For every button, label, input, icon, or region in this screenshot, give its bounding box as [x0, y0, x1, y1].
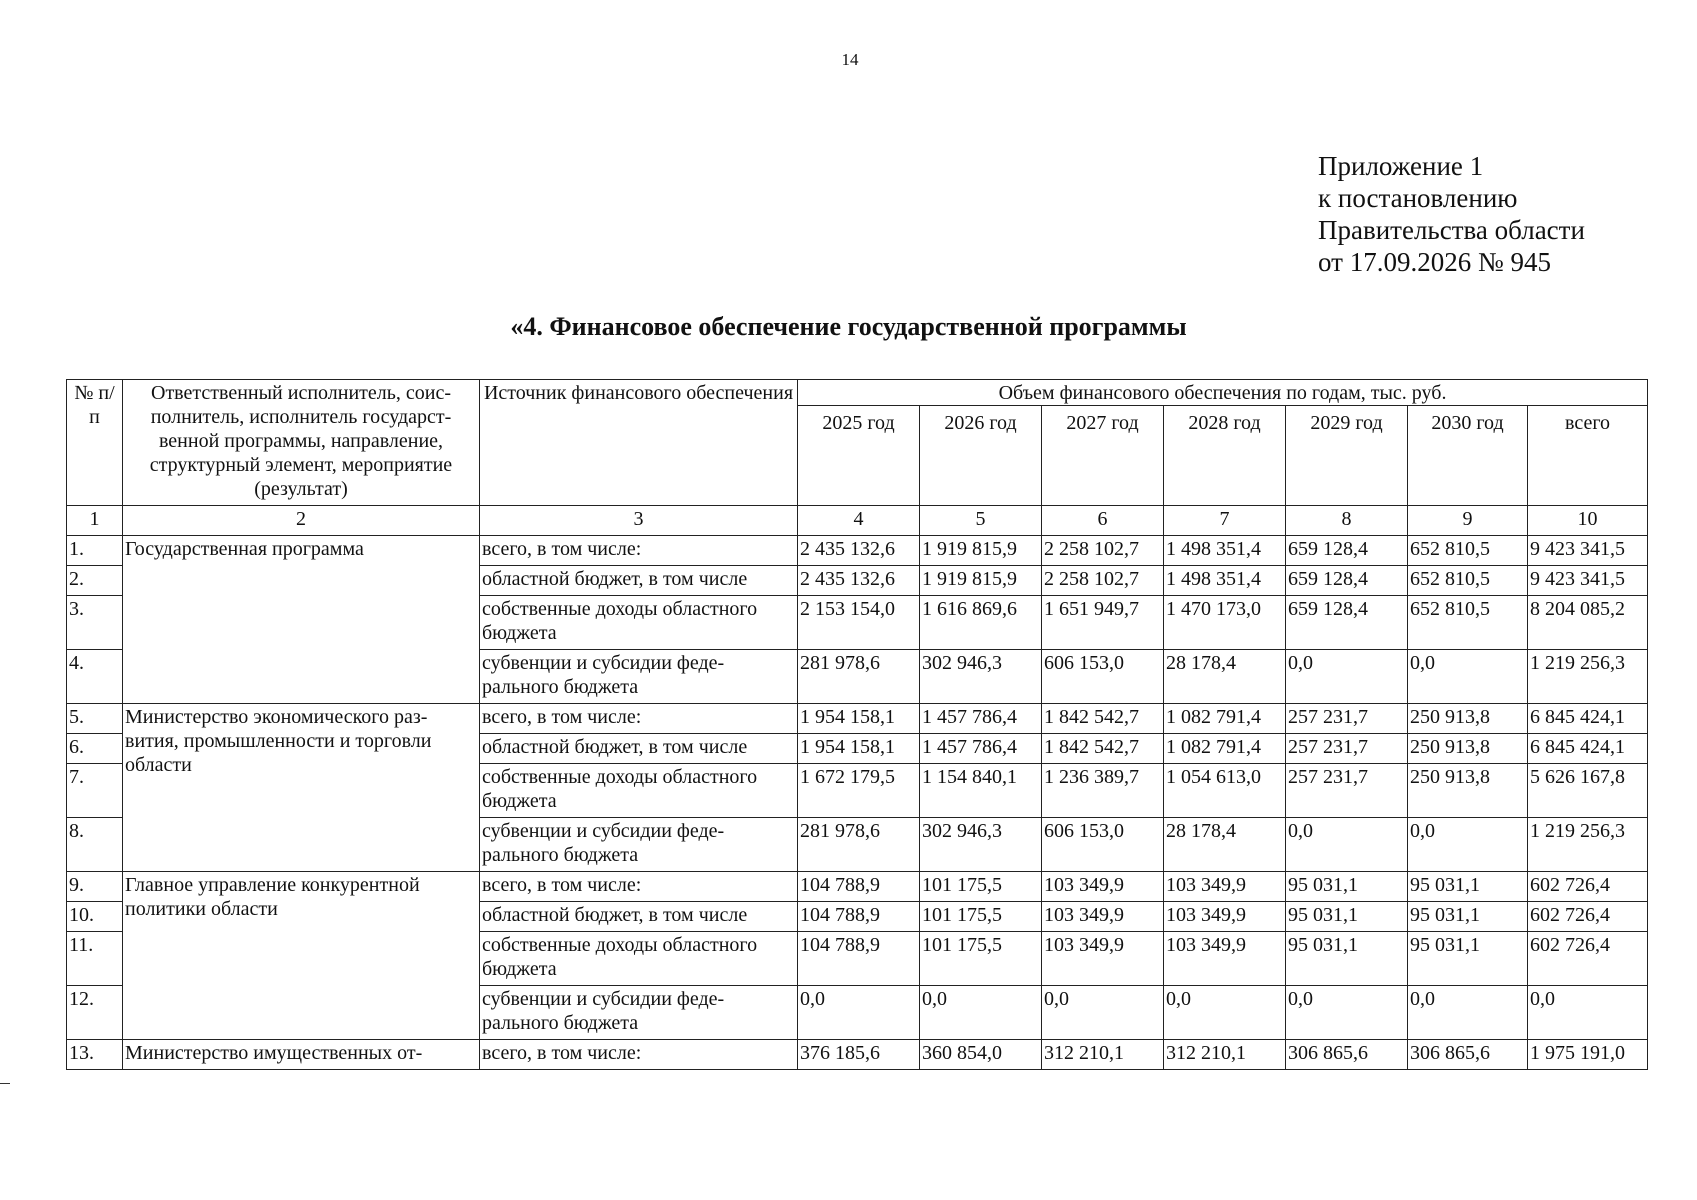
year-value-cell: 0,0 — [1286, 650, 1408, 704]
year-value-cell: 659 128,4 — [1286, 596, 1408, 650]
header-executor: Ответственный исполнитель, соис-полнитель, исполнитель государст-венной программы, направление, структурный элемент, мероприятие (результат) — [123, 380, 480, 506]
header-total: всего — [1528, 406, 1648, 506]
year-value-cell: 302 946,3 — [920, 818, 1042, 872]
table-row — [67, 872, 1648, 902]
year-value-cell: 1 954 158,1 — [798, 734, 920, 764]
source-cell: собственные доходы областного бюджета — [480, 764, 798, 818]
year-value-cell: 376 185,6 — [798, 1040, 920, 1070]
year-value-cell: 103 349,9 — [1164, 902, 1286, 932]
year-value-cell: 652 810,5 — [1408, 566, 1528, 596]
year-value-cell: 95 031,1 — [1408, 932, 1528, 986]
year-value-cell: 250 913,8 — [1408, 764, 1528, 818]
row-number: 4. — [67, 650, 123, 704]
year-value-cell: 652 810,5 — [1408, 596, 1528, 650]
table-row — [67, 704, 1648, 734]
total-value-cell: 5 626 167,8 — [1528, 764, 1648, 818]
row-number: 11. — [67, 932, 123, 986]
year-value-cell: 0,0 — [1408, 986, 1528, 1040]
appendix-line: к постановлению — [1318, 183, 1518, 213]
year-value-cell: 28 178,4 — [1164, 818, 1286, 872]
column-number: 5 — [920, 506, 1042, 536]
total-value-cell: 9 423 341,5 — [1528, 536, 1648, 566]
row-number: 8. — [67, 818, 123, 872]
executor-cell: Государственная программа — [123, 536, 480, 704]
table-row — [67, 1040, 1648, 1070]
year-value-cell: 1 498 351,4 — [1164, 536, 1286, 566]
year-value-cell: 1 082 791,4 — [1164, 704, 1286, 734]
year-value-cell: 1 919 815,9 — [920, 566, 1042, 596]
year-value-cell: 312 210,1 — [1164, 1040, 1286, 1070]
row-number: 5. — [67, 704, 123, 734]
year-value-cell: 312 210,1 — [1042, 1040, 1164, 1070]
total-value-cell: 0,0 — [1528, 986, 1648, 1040]
column-number: 9 — [1408, 506, 1528, 536]
source-cell: собственные доходы областного бюджета — [480, 596, 798, 650]
year-value-cell: 306 865,6 — [1408, 1040, 1528, 1070]
year-value-cell: 1 054 613,0 — [1164, 764, 1286, 818]
total-value-cell: 9 423 341,5 — [1528, 566, 1648, 596]
year-value-cell: 257 231,7 — [1286, 764, 1408, 818]
year-value-cell: 257 231,7 — [1286, 704, 1408, 734]
year-value-cell: 103 349,9 — [1164, 932, 1286, 986]
source-cell: субвенции и субсидии феде-рального бюджета — [480, 818, 798, 872]
year-value-cell: 1 457 786,4 — [920, 704, 1042, 734]
header-year: 2025 год — [798, 406, 920, 506]
appendix-line: Правительства области — [1318, 215, 1585, 245]
year-value-cell: 103 349,9 — [1042, 932, 1164, 986]
document-title: «4. Финансовое обеспечение государственной программы — [510, 312, 1187, 341]
year-value-cell: 306 865,6 — [1286, 1040, 1408, 1070]
row-number: 1. — [67, 536, 123, 566]
source-cell: областной бюджет, в том числе — [480, 566, 798, 596]
year-value-cell: 2 258 102,7 — [1042, 566, 1164, 596]
total-value-cell: 602 726,4 — [1528, 872, 1648, 902]
source-cell: всего, в том числе: — [480, 1040, 798, 1070]
year-value-cell: 0,0 — [920, 986, 1042, 1040]
header-volume: Объем финансового обеспечения по годам, тыс. руб. — [798, 380, 1648, 406]
year-value-cell: 606 153,0 — [1042, 818, 1164, 872]
page-edge-mark — [0, 1083, 10, 1084]
total-value-cell: 6 845 424,1 — [1528, 704, 1648, 734]
year-value-cell: 1 919 815,9 — [920, 536, 1042, 566]
year-value-cell: 1 672 179,5 — [798, 764, 920, 818]
year-value-cell: 2 435 132,6 — [798, 536, 920, 566]
executor-cell: Министерство экономического раз-вития, промышленности и торговли области — [123, 704, 480, 872]
year-value-cell: 95 031,1 — [1286, 902, 1408, 932]
total-value-cell: 602 726,4 — [1528, 902, 1648, 932]
table-row — [67, 536, 1648, 566]
year-value-cell: 360 854,0 — [920, 1040, 1042, 1070]
year-value-cell: 95 031,1 — [1408, 872, 1528, 902]
source-cell: областной бюджет, в том числе — [480, 902, 798, 932]
year-value-cell: 659 128,4 — [1286, 566, 1408, 596]
column-number: 2 — [123, 506, 480, 536]
appendix-line: Приложение 1 — [1318, 151, 1484, 181]
year-value-cell: 302 946,3 — [920, 650, 1042, 704]
year-value-cell: 0,0 — [1408, 818, 1528, 872]
year-value-cell: 1 236 389,7 — [1042, 764, 1164, 818]
row-number: 9. — [67, 872, 123, 902]
column-number: 7 — [1164, 506, 1286, 536]
year-value-cell: 104 788,9 — [798, 902, 920, 932]
year-value-cell: 28 178,4 — [1164, 650, 1286, 704]
year-value-cell: 103 349,9 — [1042, 902, 1164, 932]
year-value-cell: 2 258 102,7 — [1042, 536, 1164, 566]
row-number: 13. — [67, 1040, 123, 1070]
year-value-cell: 0,0 — [1042, 986, 1164, 1040]
source-cell: собственные доходы областного бюджета — [480, 932, 798, 986]
year-value-cell: 1 651 949,7 — [1042, 596, 1164, 650]
year-value-cell: 1 842 542,7 — [1042, 734, 1164, 764]
year-value-cell: 659 128,4 — [1286, 536, 1408, 566]
row-number: 7. — [67, 764, 123, 818]
year-value-cell: 0,0 — [1286, 986, 1408, 1040]
total-value-cell: 8 204 085,2 — [1528, 596, 1648, 650]
appendix-block — [1318, 150, 1585, 278]
executor-cell: Министерство имущественных от- — [123, 1040, 480, 1070]
source-cell: субвенции и субсидии феде-рального бюджета — [480, 650, 798, 704]
total-value-cell: 1 975 191,0 — [1528, 1040, 1648, 1070]
column-number: 8 — [1286, 506, 1408, 536]
executor-cell: Главное управление конкурентной политики области — [123, 872, 480, 1040]
column-number: 1 — [67, 506, 123, 536]
year-value-cell: 250 913,8 — [1408, 704, 1528, 734]
header-year: 2029 год — [1286, 406, 1408, 506]
row-number: 12. — [67, 986, 123, 1040]
total-value-cell: 602 726,4 — [1528, 932, 1648, 986]
year-value-cell: 95 031,1 — [1408, 902, 1528, 932]
year-value-cell: 101 175,5 — [920, 902, 1042, 932]
year-value-cell: 1 082 791,4 — [1164, 734, 1286, 764]
year-value-cell: 250 913,8 — [1408, 734, 1528, 764]
year-value-cell: 1 470 173,0 — [1164, 596, 1286, 650]
column-number: 10 — [1528, 506, 1648, 536]
column-number: 4 — [798, 506, 920, 536]
header-year: 2026 год — [920, 406, 1042, 506]
year-value-cell: 101 175,5 — [920, 932, 1042, 986]
header-year: 2030 год — [1408, 406, 1528, 506]
header-num: № п/п — [67, 380, 123, 506]
year-value-cell: 0,0 — [1164, 986, 1286, 1040]
year-value-cell: 1 842 542,7 — [1042, 704, 1164, 734]
year-value-cell: 1 457 786,4 — [920, 734, 1042, 764]
source-cell: всего, в том числе: — [480, 872, 798, 902]
source-cell: всего, в том числе: — [480, 704, 798, 734]
source-cell: всего, в том числе: — [480, 536, 798, 566]
row-number: 3. — [67, 596, 123, 650]
header-year: 2027 год — [1042, 406, 1164, 506]
total-value-cell: 1 219 256,3 — [1528, 818, 1648, 872]
year-value-cell: 104 788,9 — [798, 872, 920, 902]
year-value-cell: 101 175,5 — [920, 872, 1042, 902]
year-value-cell: 1 954 158,1 — [798, 704, 920, 734]
table-header-row — [67, 380, 1648, 406]
source-cell: субвенции и субсидии феде-рального бюджета — [480, 986, 798, 1040]
year-value-cell: 652 810,5 — [1408, 536, 1528, 566]
total-value-cell: 1 219 256,3 — [1528, 650, 1648, 704]
header-year: 2028 год — [1164, 406, 1286, 506]
row-number: 10. — [67, 902, 123, 932]
page-number: 14 — [841, 50, 859, 69]
year-value-cell: 103 349,9 — [1042, 872, 1164, 902]
column-number-row — [67, 506, 1648, 536]
year-value-cell: 1 154 840,1 — [920, 764, 1042, 818]
year-value-cell: 95 031,1 — [1286, 932, 1408, 986]
row-number: 2. — [67, 566, 123, 596]
year-value-cell: 281 978,6 — [798, 650, 920, 704]
year-value-cell: 257 231,7 — [1286, 734, 1408, 764]
column-number: 3 — [480, 506, 798, 536]
year-value-cell: 281 978,6 — [798, 818, 920, 872]
header-source: Источник финансового обеспечения — [480, 380, 798, 506]
year-value-cell: 104 788,9 — [798, 932, 920, 986]
total-value-cell: 6 845 424,1 — [1528, 734, 1648, 764]
year-value-cell: 103 349,9 — [1164, 872, 1286, 902]
year-value-cell: 0,0 — [1408, 650, 1528, 704]
year-value-cell: 0,0 — [1286, 818, 1408, 872]
year-value-cell: 2 153 154,0 — [798, 596, 920, 650]
column-number: 6 — [1042, 506, 1164, 536]
year-value-cell: 95 031,1 — [1286, 872, 1408, 902]
financing-table — [66, 379, 1648, 1070]
source-cell: областной бюджет, в том числе — [480, 734, 798, 764]
year-value-cell: 1 498 351,4 — [1164, 566, 1286, 596]
year-value-cell: 606 153,0 — [1042, 650, 1164, 704]
appendix-line: от 17.09.2026 № 945 — [1318, 247, 1551, 277]
year-value-cell: 1 616 869,6 — [920, 596, 1042, 650]
year-value-cell: 0,0 — [798, 986, 920, 1040]
year-value-cell: 2 435 132,6 — [798, 566, 920, 596]
row-number: 6. — [67, 734, 123, 764]
